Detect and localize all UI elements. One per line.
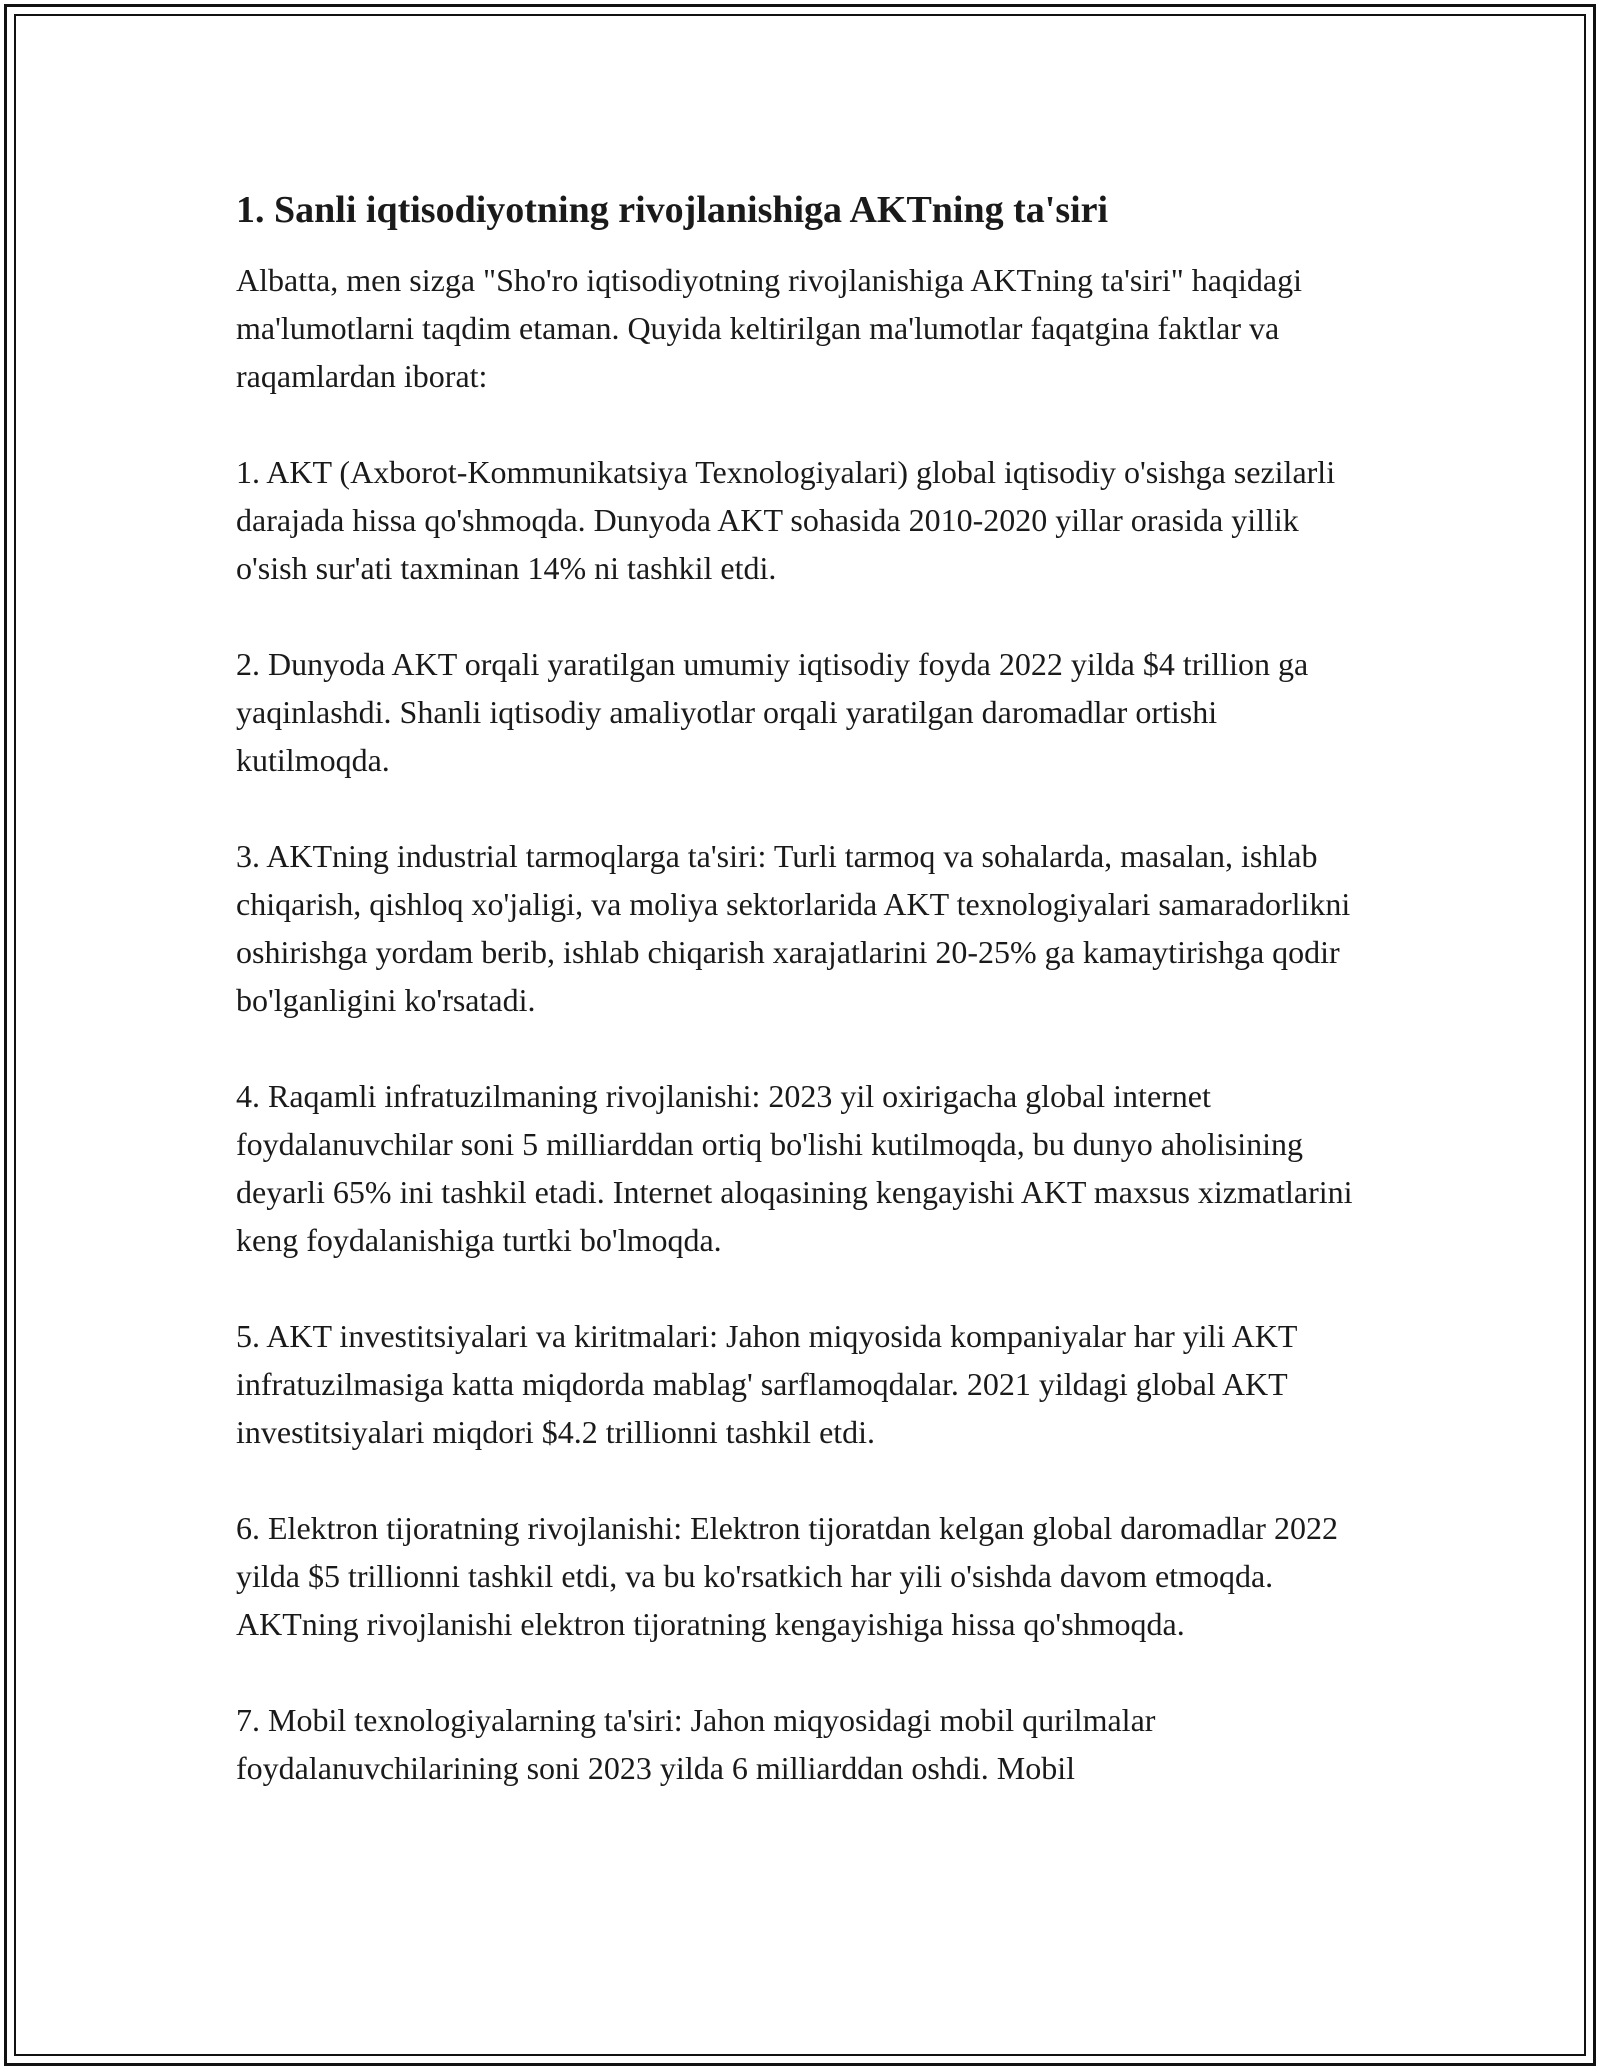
paragraph-item-6: 6. Elektron tijoratning rivojlanishi: Elektron tijoratdan kelgan global daromadlar 2022 yilda $5 trillionni tashkil etdi, va bu ko'rsatkich har yili o'sishda davom etmoqda. AKTning rivojlanishi elektron tijoratning kengayishiga hissa qo'shmoqda.	[236, 1510, 1338, 1642]
paragraph-item-5: 5. AKT investitsiyalari va kiritmalari: Jahon miqyosida kompaniyalar har yili AKT infratuzilmasiga katta miqdorda mablag' sarflamoqdalar. 2021 yildagi global AKT investitsiyalari miqdori $4.2 trillionni tashkil etdi.	[236, 1318, 1297, 1450]
paragraph-item-2: 2. Dunyoda AKT orqali yaratilgan umumiy iqtisodiy foyda 2022 yilda $4 trillion ga yaqinlashdi. Shanli iqtisodiy amaliyotlar orqali yaratilgan daromadlar ortishi kutilmoqda.	[236, 646, 1309, 778]
paragraph-item-4: 4. Raqamli infratuzilmaning rivojlanishi: 2023 yil oxirigacha global internet foydalanuvchilar soni 5 milliarddan ortiq bo'lishi kutilmoqda, bu dunyo aholisining deyarli 65% ini tashkil etadi. Internet aloqasining kengayishi AKT maxsus xizmatlarini keng foydalanishiga turtki bo'lmoqda.	[236, 1078, 1353, 1258]
paragraph-item-3: 3. AKTning industrial tarmoqlarga ta'siri: Turli tarmoq va sohalarda, masalan, ishlab chiqarish, qishloq xo'jaligi, va moliya sektorlarida AKT texnologiyalari samaradorlikni oshirishga yordam berib, ishlab chiqarish xarajatlarini 20-25% ga kamaytirishga qodir bo'lganligini ko'rsatadi.	[236, 838, 1351, 1018]
document-body	[236, 186, 1366, 1840]
intro-paragraph: Albatta, men sizga "Sho'ro iqtisodiyotning rivojlanishiga AKTning ta'siri" haqidagi ma'lumotlarni taqdim etaman. Quyida keltirilgan ma'lumotlar faqatgina faktlar va raqamlardan iborat:	[236, 262, 1302, 394]
paragraph-item-1: 1. AKT (Axborot-Kommunikatsiya Texnologiyalari) global iqtisodiy o'sishga sezilarli darajada hissa qo'shmoqda. Dunyoda AKT sohasida 2010-2020 yillar orasida yillik o'sish sur'ati taxminan 14% ni tashkil etdi.	[236, 454, 1336, 586]
paragraph-item-7: 7. Mobil texnologiyalarning ta'siri: Jahon miqyosidagi mobil qurilmalar foydalanuvchilarining soni 2023 yilda 6 milliarddan oshdi. Mobil	[236, 1702, 1156, 1786]
document-title: 1. Sanli iqtisodiyotning rivojlanishiga AKTning ta'siri	[236, 189, 1109, 231]
